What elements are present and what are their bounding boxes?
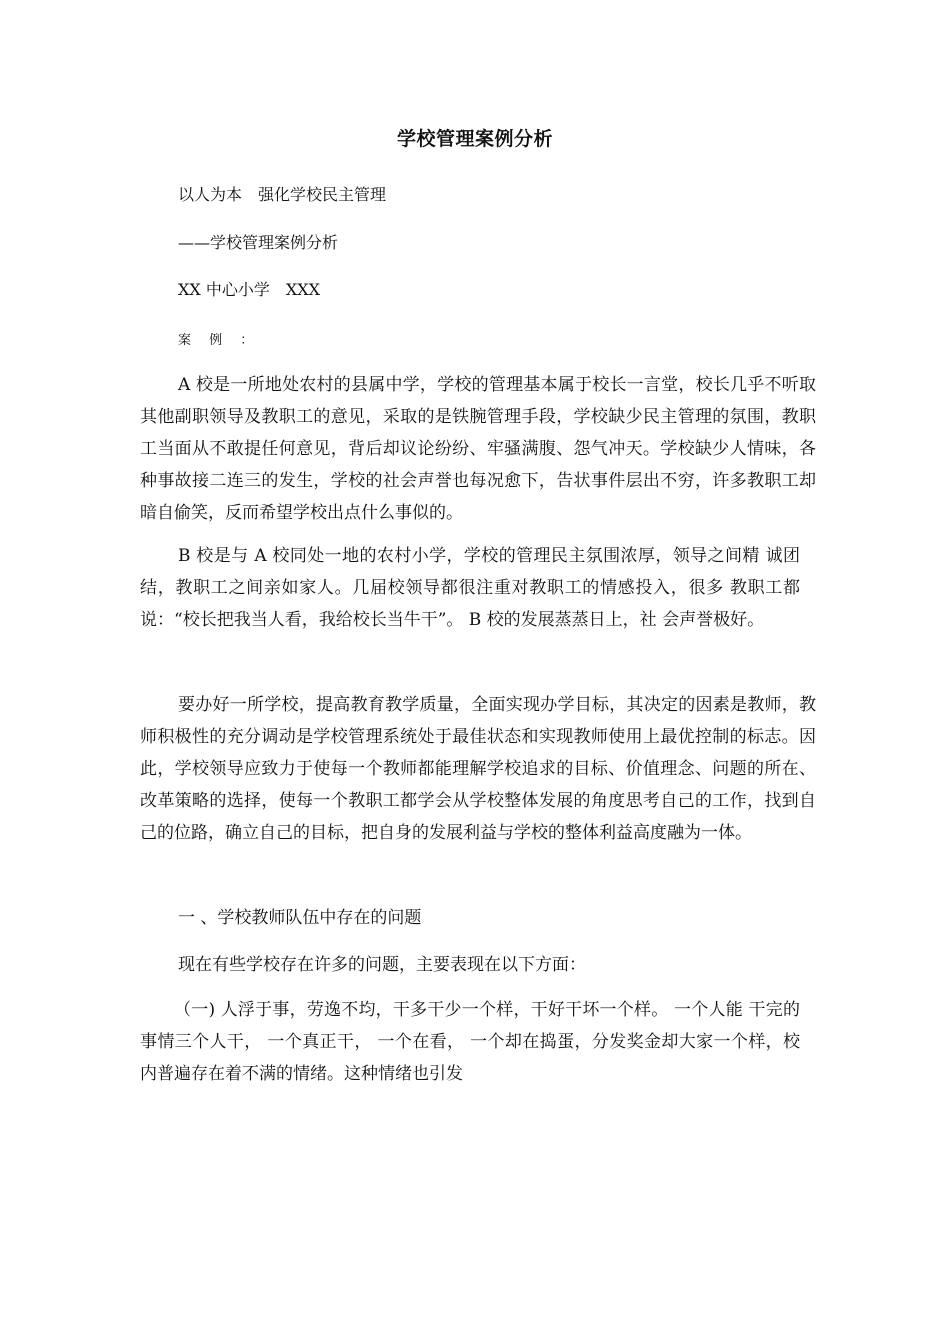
subtitle-secondary: ——学校管理案例分析: [178, 233, 339, 252]
paragraph-case-b: B 校是与 A 校同处一地的农村小学，学校的管理民主氛围浓厚，领导之间精 诚团结，教职工之间亲如家人。几届校领导都很注重对教职工的情感投入，很多 教职工都说：“校长把我当人看，我给校长当牛干”。 B 校的发展蒸蒸日上，社 会声誉极好。: [140, 546, 800, 630]
case-label: 案 例 ：: [178, 333, 261, 348]
section-intro: 现在有些学校存在许多的问题，主要表现在以下方面：: [178, 955, 586, 975]
paragraph-analysis: 要办好一所学校，提高教育教学质量，全面实现办学目标，其决定的因素是教师，教师积极性的充分调动是学校管理系统处于最佳状态和实现教师使用上最优控制的标志。因此，学校领导应致力于使每一个教师都能理解学校追求的目标、价值理念、问题的所在、改革策略的选择，使每一个教职工都学会从学校整体发展的角度思考自己的工作，找到自己的位路，确立自己的目标，把自身的发展利益与学校的整体利益高度融为一体。: [140, 695, 816, 843]
paragraph-point-1: （一) 人浮于事，劳逸不均，干多干少一个样，干好干坏一个样。 一个人能 干完的事情三个人干， 一个真正干， 一个在看， 一个却在捣蛋，分发奖金却大家一个样，校内普遍存在着不满的情绪。这种情绪也引发: [140, 1000, 800, 1084]
document-title: 学校管理案例分析: [396, 128, 553, 150]
section-heading: 一 、学校教师队伍中存在的问题: [178, 908, 422, 928]
paragraph-case-a: A 校是一所地处农村的县属中学，学校的管理基本属于校长一言堂，校长几乎不听取其他副职领导及教职工的意见，采取的是铁腕管理手段，学校缺少民主管理的氛围，教职工当面从不敢提任何意见，背后却议论纷纷、牢骚满腹、怨气冲天。学校缺少人情味，各种事故接二连三的发生，学校的社会声誉也每况愈下，告状事件层出不穷，许多教职工却暗自偷笑，反而希望学校出点什么事似的。: [140, 375, 816, 523]
author-line: XX 中心小学 XXX: [178, 280, 321, 299]
subtitle: 以人为本 强化学校民主管理: [178, 185, 387, 204]
